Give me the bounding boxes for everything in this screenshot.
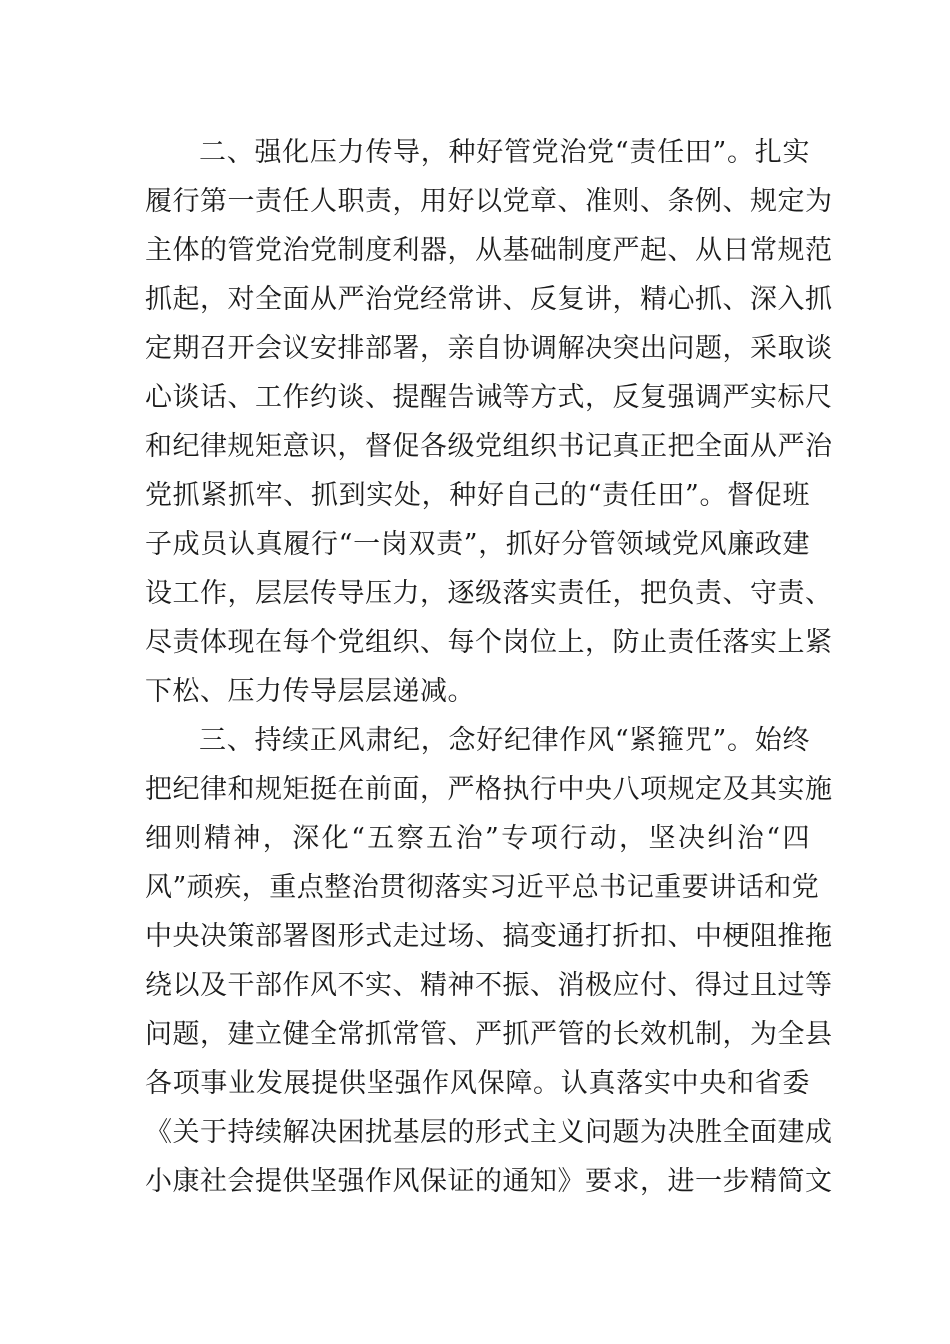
paragraph-3-line-3: 细则精神，深化“五察五治”专项行动，坚决纠治“四 [145,823,810,854]
paragraph-2-line-2: 履行第一责任人职责，用好以党章、准则、条例、规定为 [145,186,833,217]
paragraph-2-line-7: 和纪律规矩意识，督促各级党组织书记真正把全面从严治 [145,431,833,462]
paragraph-2-line-12: 下松、压力传导层层递减。 [145,676,475,707]
paragraph-3-line-5: 中央决策部署图形式走过场、搞变通打折扣、中梗阻推拖 [145,921,833,952]
paragraph-3-line-6: 绕以及干部作风不实、精神不振、消极应付、得过且过等 [145,970,833,1001]
paragraph-2-line-5: 定期召开会议安排部署，亲自协调解决突出问题，采取谈 [145,333,833,364]
paragraph-2-line-3: 主体的管党治党制度利器，从基础制度严起、从日常规范 [145,235,833,266]
document-body [145,128,833,1206]
paragraph-2-line-6: 心谈话、工作约谈、提醒告诫等方式，反复强调严实标尺 [145,382,833,413]
paragraph-3-line-2: 把纪律和规矩挺在前面，严格执行中央八项规定及其实施 [145,774,833,805]
paragraph-2-line-1: 二、强化压力传导，种好管党治党“责任田”。扎实 [199,137,810,168]
paragraph-3-line-7: 问题，建立健全常抓常管、严抓严管的长效机制，为全县 [145,1019,833,1050]
paragraph-2-line-11: 尽责体现在每个党组织、每个岗位上，防止责任落实上紧 [145,627,833,658]
paragraph-3-line-10: 小康社会提供坚强作风保证的通知》要求，进一步精简文 [145,1166,833,1197]
paragraph-2-line-8: 党抓紧抓牢、抓到实处，种好自己的“责任田”。督促班 [145,480,810,511]
paragraph-2-line-9: 子成员认真履行“一岗双责”，抓好分管领域党风廉政建 [145,529,810,560]
paragraph-3-line-8: 各项事业发展提供坚强作风保障。认真落实中央和省委 [145,1068,810,1099]
paragraph-3-line-9: 《关于持续解决困扰基层的形式主义问题为决胜全面建成 [145,1117,833,1148]
paragraph-3-line-1: 三、持续正风肃纪，念好纪律作风“紧箍咒”。始终 [199,725,810,756]
paragraph-2-line-10: 设工作，层层传导压力，逐级落实责任，把负责、守责、 [145,578,833,609]
paragraph-2-line-4: 抓起，对全面从严治党经常讲、反复讲，精心抓、深入抓 [145,284,833,315]
paragraph-3-line-4: 风”顽疾，重点整治贯彻落实习近平总书记重要讲话和党 [145,872,820,903]
